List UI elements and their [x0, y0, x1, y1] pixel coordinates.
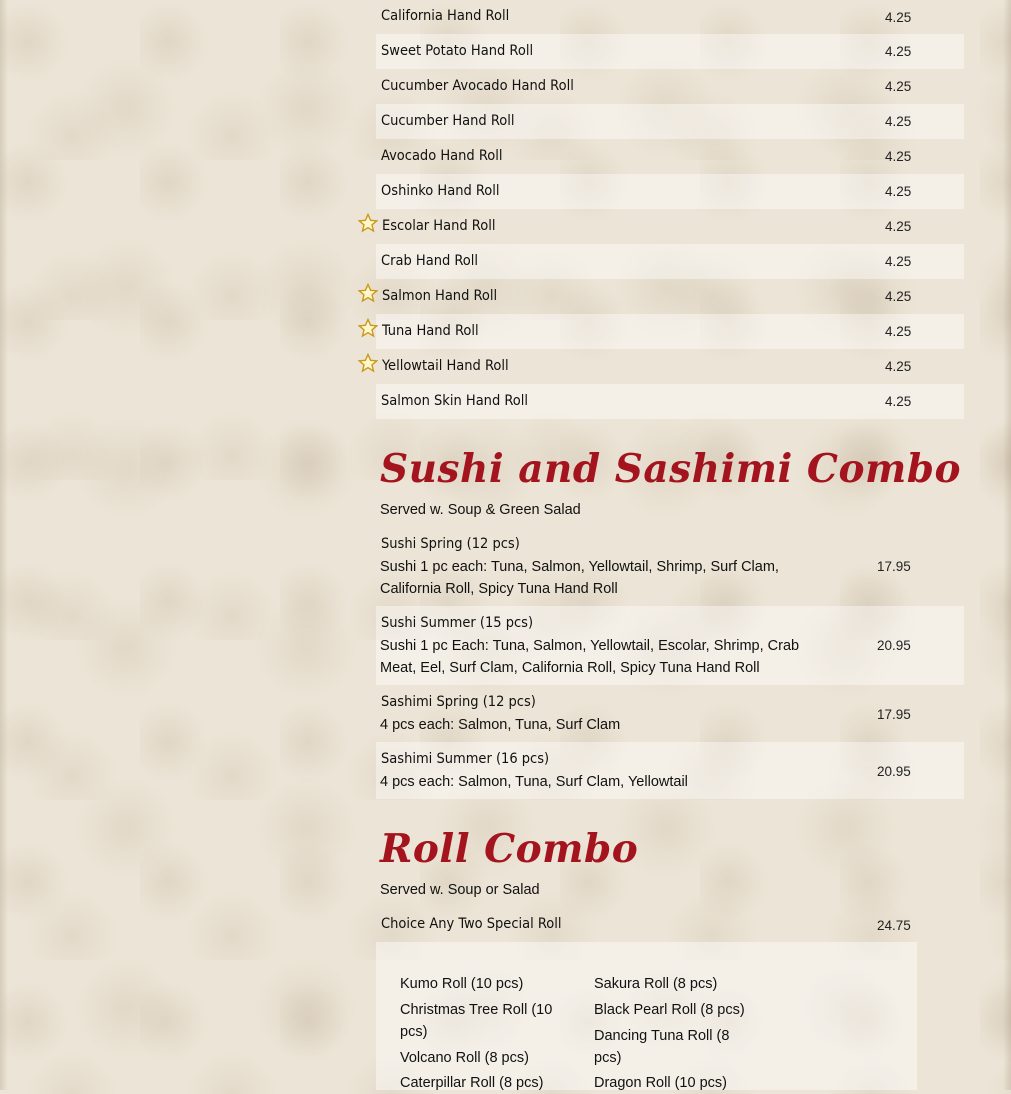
menu-item-row: [376, 209, 964, 244]
item-description: Sushi 1 pc Each: Tuna, Salmon, Yellowtail, Escolar, Shrimp, Crab Meat, Eel, Surf Clam, California Roll, Spicy Tuna Hand Roll: [380, 638, 800, 676]
menu-item-row: [376, 742, 964, 799]
section-title-sushi-sashimi-combo: Sushi and Sashimi Combo: [380, 446, 962, 492]
item-name: Choice Any Two Special Roll: [381, 916, 562, 932]
section-subtitle: Served w. Soup or Salad: [380, 882, 540, 898]
item-price: 20.95: [877, 638, 911, 653]
star-icon: [358, 213, 378, 233]
item-price: 4.25: [885, 324, 912, 339]
item-description: 4 pcs each: Salmon, Tuna, Surf Clam, Yellowtail: [380, 774, 688, 790]
item-name: Salmon Hand Roll: [382, 288, 498, 304]
item-price: 4.25: [885, 359, 912, 374]
menu-item-row: [376, 279, 964, 314]
menu-item-row: [376, 104, 964, 139]
roll-choice: Dancing Tuna Roll (8 pcs): [594, 1028, 730, 1066]
menu-item-row: [376, 244, 964, 279]
menu-item-row: [376, 174, 964, 209]
roll-choice: Sakura Roll (8 pcs): [594, 976, 718, 992]
item-name: Sashimi Summer (16 pcs): [381, 751, 550, 767]
menu-item-row: [376, 69, 964, 104]
menu-item-row: [376, 0, 964, 34]
menu-item-row: [376, 606, 964, 685]
item-name: Tuna Hand Roll: [382, 323, 479, 339]
item-name: Yellowtail Hand Roll: [382, 358, 509, 374]
roll-choice: Caterpillar Roll (8 pcs): [400, 1075, 544, 1091]
item-name: Crab Hand Roll: [381, 253, 479, 269]
item-price: 4.25: [885, 254, 912, 269]
item-price: 17.95: [877, 559, 911, 574]
roll-choice: Kumo Roll (10 pcs): [400, 976, 524, 992]
item-name: Cucumber Hand Roll: [381, 113, 515, 129]
page-edge-left: [0, 0, 8, 1090]
item-price: 17.95: [877, 707, 911, 722]
section-subtitle: Served w. Soup & Green Salad: [380, 502, 581, 518]
item-price: 24.75: [877, 918, 911, 933]
item-description: Sushi 1 pc each: Tuna, Salmon, Yellowtail, Shrimp, Surf Clam, California Roll, Spicy Tuna Hand Roll: [380, 559, 779, 597]
item-price: 4.25: [885, 184, 912, 199]
item-name: Oshinko Hand Roll: [381, 183, 500, 199]
star-icon: [358, 318, 378, 338]
item-price: 4.25: [885, 149, 912, 164]
item-name: California Hand Roll: [381, 8, 510, 24]
menu-item-row: [376, 314, 964, 349]
item-name: Sashimi Spring (12 pcs): [381, 694, 536, 710]
item-price: 4.25: [885, 219, 912, 234]
item-name: Sushi Spring (12 pcs): [381, 536, 520, 552]
item-price: 4.25: [885, 114, 912, 129]
item-name: Sweet Potato Hand Roll: [381, 43, 534, 59]
item-name: Salmon Skin Hand Roll: [381, 393, 529, 409]
menu-item-row: [376, 34, 964, 69]
menu-item-row: [376, 349, 964, 384]
menu-item-row: [376, 907, 964, 942]
section-title-roll-combo: Roll Combo: [380, 826, 639, 872]
item-name: Escolar Hand Roll: [382, 218, 496, 234]
star-icon: [358, 283, 378, 303]
item-name: Sushi Summer (15 pcs): [381, 615, 534, 631]
item-price: 4.25: [885, 394, 912, 409]
roll-choice: Black Pearl Roll (8 pcs): [594, 1002, 745, 1018]
item-price: 4.25: [885, 10, 912, 25]
item-name: Avocado Hand Roll: [381, 148, 503, 164]
menu-item-row: [376, 527, 964, 606]
item-name: Cucumber Avocado Hand Roll: [381, 78, 574, 94]
roll-choice: Christmas Tree Roll (10 pcs): [400, 1002, 553, 1040]
roll-choice: Dragon Roll (10 pcs): [594, 1075, 727, 1091]
roll-choice: Volcano Roll (8 pcs): [400, 1050, 529, 1066]
item-price: 4.25: [885, 79, 912, 94]
item-price: 4.25: [885, 289, 912, 304]
star-icon: [358, 353, 378, 373]
item-price: 4.25: [885, 44, 912, 59]
menu-item-row: [376, 139, 964, 174]
menu-item-row: [376, 685, 964, 742]
roll-choices-box: [376, 942, 917, 1090]
menu-item-row: [376, 384, 964, 419]
item-description: 4 pcs each: Salmon, Tuna, Surf Clam: [380, 717, 621, 733]
item-price: 20.95: [877, 764, 911, 779]
page-edge-right: [1003, 0, 1011, 1090]
